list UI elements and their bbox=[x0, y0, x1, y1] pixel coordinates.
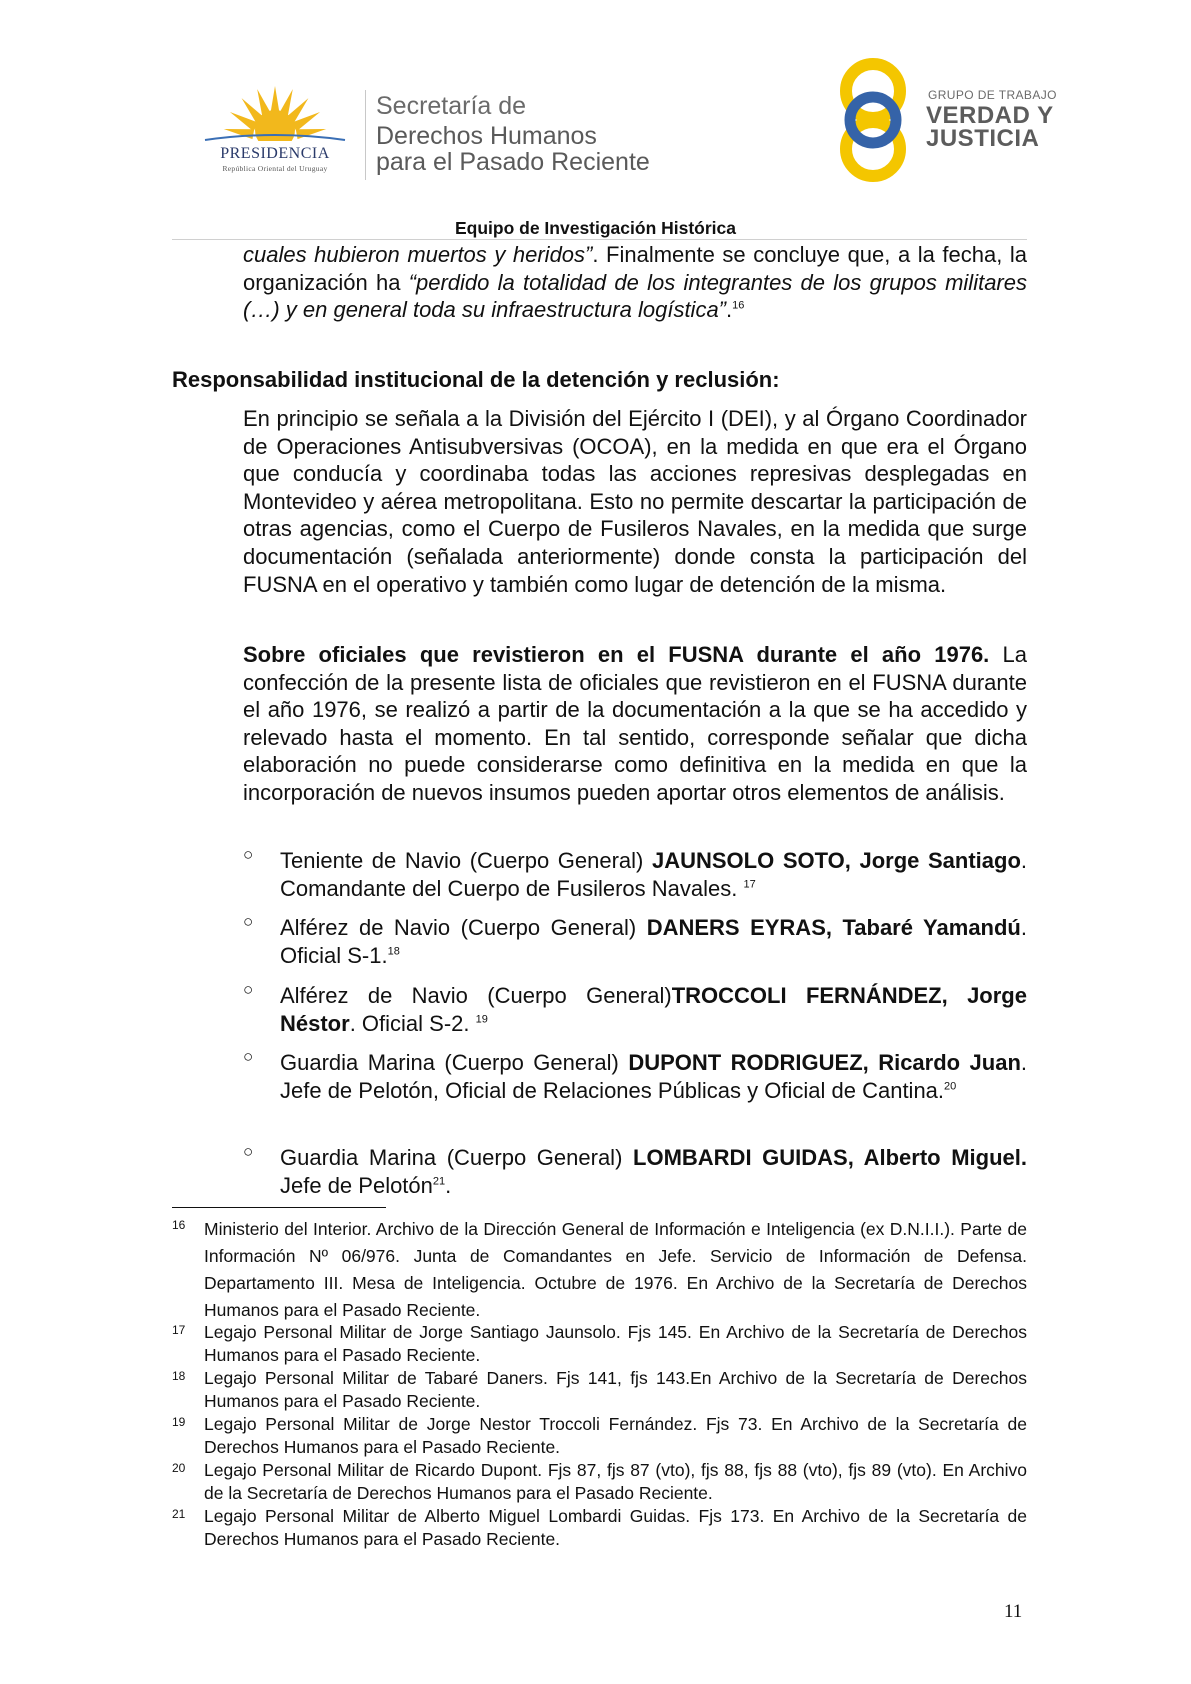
bullet-circle-icon: ○ bbox=[243, 1047, 254, 1066]
officer-rank: Guardia Marina (Cuerpo General) bbox=[280, 1145, 634, 1170]
bullet-circle-icon: ○ bbox=[243, 845, 254, 864]
oficiales-paragraph bbox=[243, 641, 1027, 807]
footnote-text: Legajo Personal Militar de Alberto Miguel Lombardi Guidas. Fjs 173. En Archivo de la Secretaría de Derechos Humanos para el Pasado Reciente. bbox=[204, 1506, 1027, 1549]
officer-rank: Alférez de Navio (Cuerpo General) bbox=[280, 915, 647, 940]
secretaria-line-3: para el Pasado Reciente bbox=[376, 148, 650, 176]
presidencia-subtitle: República Oriental del Uruguay bbox=[222, 164, 328, 173]
officer-role: . Jefe de Pelotón, Oficial de Relaciones Públicas y Oficial de Cantina. bbox=[280, 1050, 1028, 1103]
footnote-text: Legajo Personal Militar de Tabaré Daners. Fjs 141, fjs 143.En Archivo de la Secretaría de Derechos Humanos para el Pasado Reciente. bbox=[204, 1368, 1027, 1411]
footnote-text: Ministerio del Interior. Archivo de la Dirección General de Información e Inteligencia (ex D.N.I.I.). Parte de Información Nº 06/976. Junta de Comandantes en Jefe. Servicio de Información de Defensa. Departamento III. Mesa de Inteligencia. Octubre de 1976. En Archivo de la Secretaría de Derechos Humanos para el Pasado Reciente. bbox=[204, 1219, 1027, 1320]
justicia-label: JUSTICIA bbox=[926, 125, 1040, 152]
officer-role: . Oficial S-2. bbox=[349, 1010, 476, 1036]
page-number: 11 bbox=[1004, 1601, 1023, 1622]
section-heading: Responsabilidad institucional de la detención y reclusión: bbox=[172, 367, 780, 392]
footnote-number: 17 bbox=[172, 1323, 186, 1337]
header-divider bbox=[365, 90, 366, 180]
footnote-number: 21 bbox=[172, 1507, 186, 1521]
footnote-number: 16 bbox=[172, 1218, 186, 1232]
header-rule bbox=[172, 239, 1027, 240]
footnote-separator bbox=[172, 1207, 386, 1208]
team-title: Equipo de Investigación Histórica bbox=[454, 218, 737, 238]
officer-rank: Alférez de Navio (Cuerpo General) bbox=[280, 983, 672, 1008]
footnote-text: Legajo Personal Militar de Ricardo Dupont. Fjs 87, fjs 87 (vto), fjs 88, fjs 88 (vto), fjs 89 (vto). En Archivo de la Secretaría de Derechos Humanos para el Pasado Reciente. bbox=[204, 1460, 1027, 1503]
footnote-text: Legajo Personal Militar de Jorge Santiago Jaunsolo. Fjs 145. En Archivo de la Secretaría de Derechos Humanos para el Pasado Reciente. bbox=[204, 1322, 1027, 1365]
officer-role: . Oficial S-1. bbox=[280, 915, 1027, 968]
oficiales-bold-lead: Sobre oficiales que revistieron en el FUSNA durante el año 1976. bbox=[243, 642, 990, 667]
footnote-ref-17: 17 bbox=[743, 878, 756, 891]
intro-quote-1: cuales hubieron muertos y heridos” bbox=[243, 242, 593, 267]
officer-role: Jefe de Pelotón bbox=[280, 1172, 433, 1198]
officer-name: DUPONT RODRIGUEZ, Ricardo Juan bbox=[628, 1050, 1021, 1075]
grupo-trabajo-label: GRUPO DE TRABAJO bbox=[928, 88, 1057, 102]
officer-rank: Guardia Marina (Cuerpo General) bbox=[280, 1050, 629, 1075]
footnote-number: 20 bbox=[172, 1461, 186, 1475]
verdad-justicia-rings-logo bbox=[823, 55, 923, 185]
responsabilidad-paragraph: En principio se señala a la División del Ejército I (DEI), y al Órgano Coordinador de Operaciones Antisubversivas (OCOA), en la medida en que era el Órgano que conducía y coordinaba todas las acciones represivas desplegadas en Montevideo y aérea metropolitana. Esto no permite descartar la participación de otras agencias, como el Cuerpo de Fusileros Navales, en la medida que surge documentación (señalada anteriormente) donde consta la participación del FUSNA en el operativo y también como lugar de detención de la misma. bbox=[243, 406, 1027, 597]
bullet-circle-icon: ○ bbox=[243, 980, 254, 999]
officer-tail: . bbox=[445, 1172, 452, 1198]
officer-role: . Comandante del Cuerpo de Fusileros Navales. bbox=[280, 848, 1028, 901]
bullet-circle-icon: ○ bbox=[243, 912, 254, 931]
footnote-ref-19: 19 bbox=[475, 1013, 488, 1026]
footnote-ref-16: 16 bbox=[732, 299, 745, 312]
footnote-ref-18: 18 bbox=[387, 945, 400, 958]
footnote-number: 19 bbox=[172, 1415, 186, 1429]
intro-paragraph bbox=[243, 241, 1027, 324]
officer-name: DANERS EYRAS, Tabaré Yamandú bbox=[646, 915, 1021, 940]
officer-name: JAUNSOLO SOTO, Jorge Santiago bbox=[651, 848, 1021, 873]
intro-text-2: . bbox=[726, 297, 733, 323]
verdad-y-label: VERDAD Y bbox=[926, 102, 1054, 129]
secretaria-line-2: Derechos Humanos bbox=[376, 122, 597, 150]
presidencia-name: PRESIDENCIA bbox=[220, 145, 330, 162]
secretaria-line-1: Secretaría de bbox=[376, 92, 527, 120]
bullet-circle-icon: ○ bbox=[243, 1142, 254, 1161]
footnote-ref-21: 21 bbox=[432, 1175, 446, 1188]
intro-text-1: . Finalmente se concluye que, a la fecha, la organización ha bbox=[243, 242, 1027, 295]
footnote-text: Legajo Personal Militar de Jorge Nestor Troccoli Fernández. Fjs 73. En Archivo de la Secretaría de Derechos Humanos para el Pasado Reciente. bbox=[204, 1414, 1027, 1457]
officer-rank: Teniente de Navio (Cuerpo General) bbox=[280, 848, 652, 873]
officer-name: LOMBARDI GUIDAS, Alberto Miguel. bbox=[633, 1145, 1027, 1170]
officer-name: TROCCOLI FERNÁNDEZ, Jorge Néstor bbox=[280, 983, 1027, 1036]
oficiales-text: La confección de la presente lista de oficiales que revistieron en el FUSNA durante el año 1976, se realizó a partir de la documentación a la que se ha accedido y relevado hasta el momento. En tal sentido, corresponde señalar que dicha elaboración no puede considerarse como definitiva en la medida en que la incorporación de nuevos insumos pueden aportar otros elementos de análisis. bbox=[243, 642, 1027, 805]
footnote-number: 18 bbox=[172, 1369, 186, 1383]
footnote-ref-20: 20 bbox=[944, 1080, 957, 1093]
intro-quote-2: “perdido la totalidad de los integrantes de los grupos militares (…) y en general toda su infraestructura logística” bbox=[243, 269, 1027, 323]
